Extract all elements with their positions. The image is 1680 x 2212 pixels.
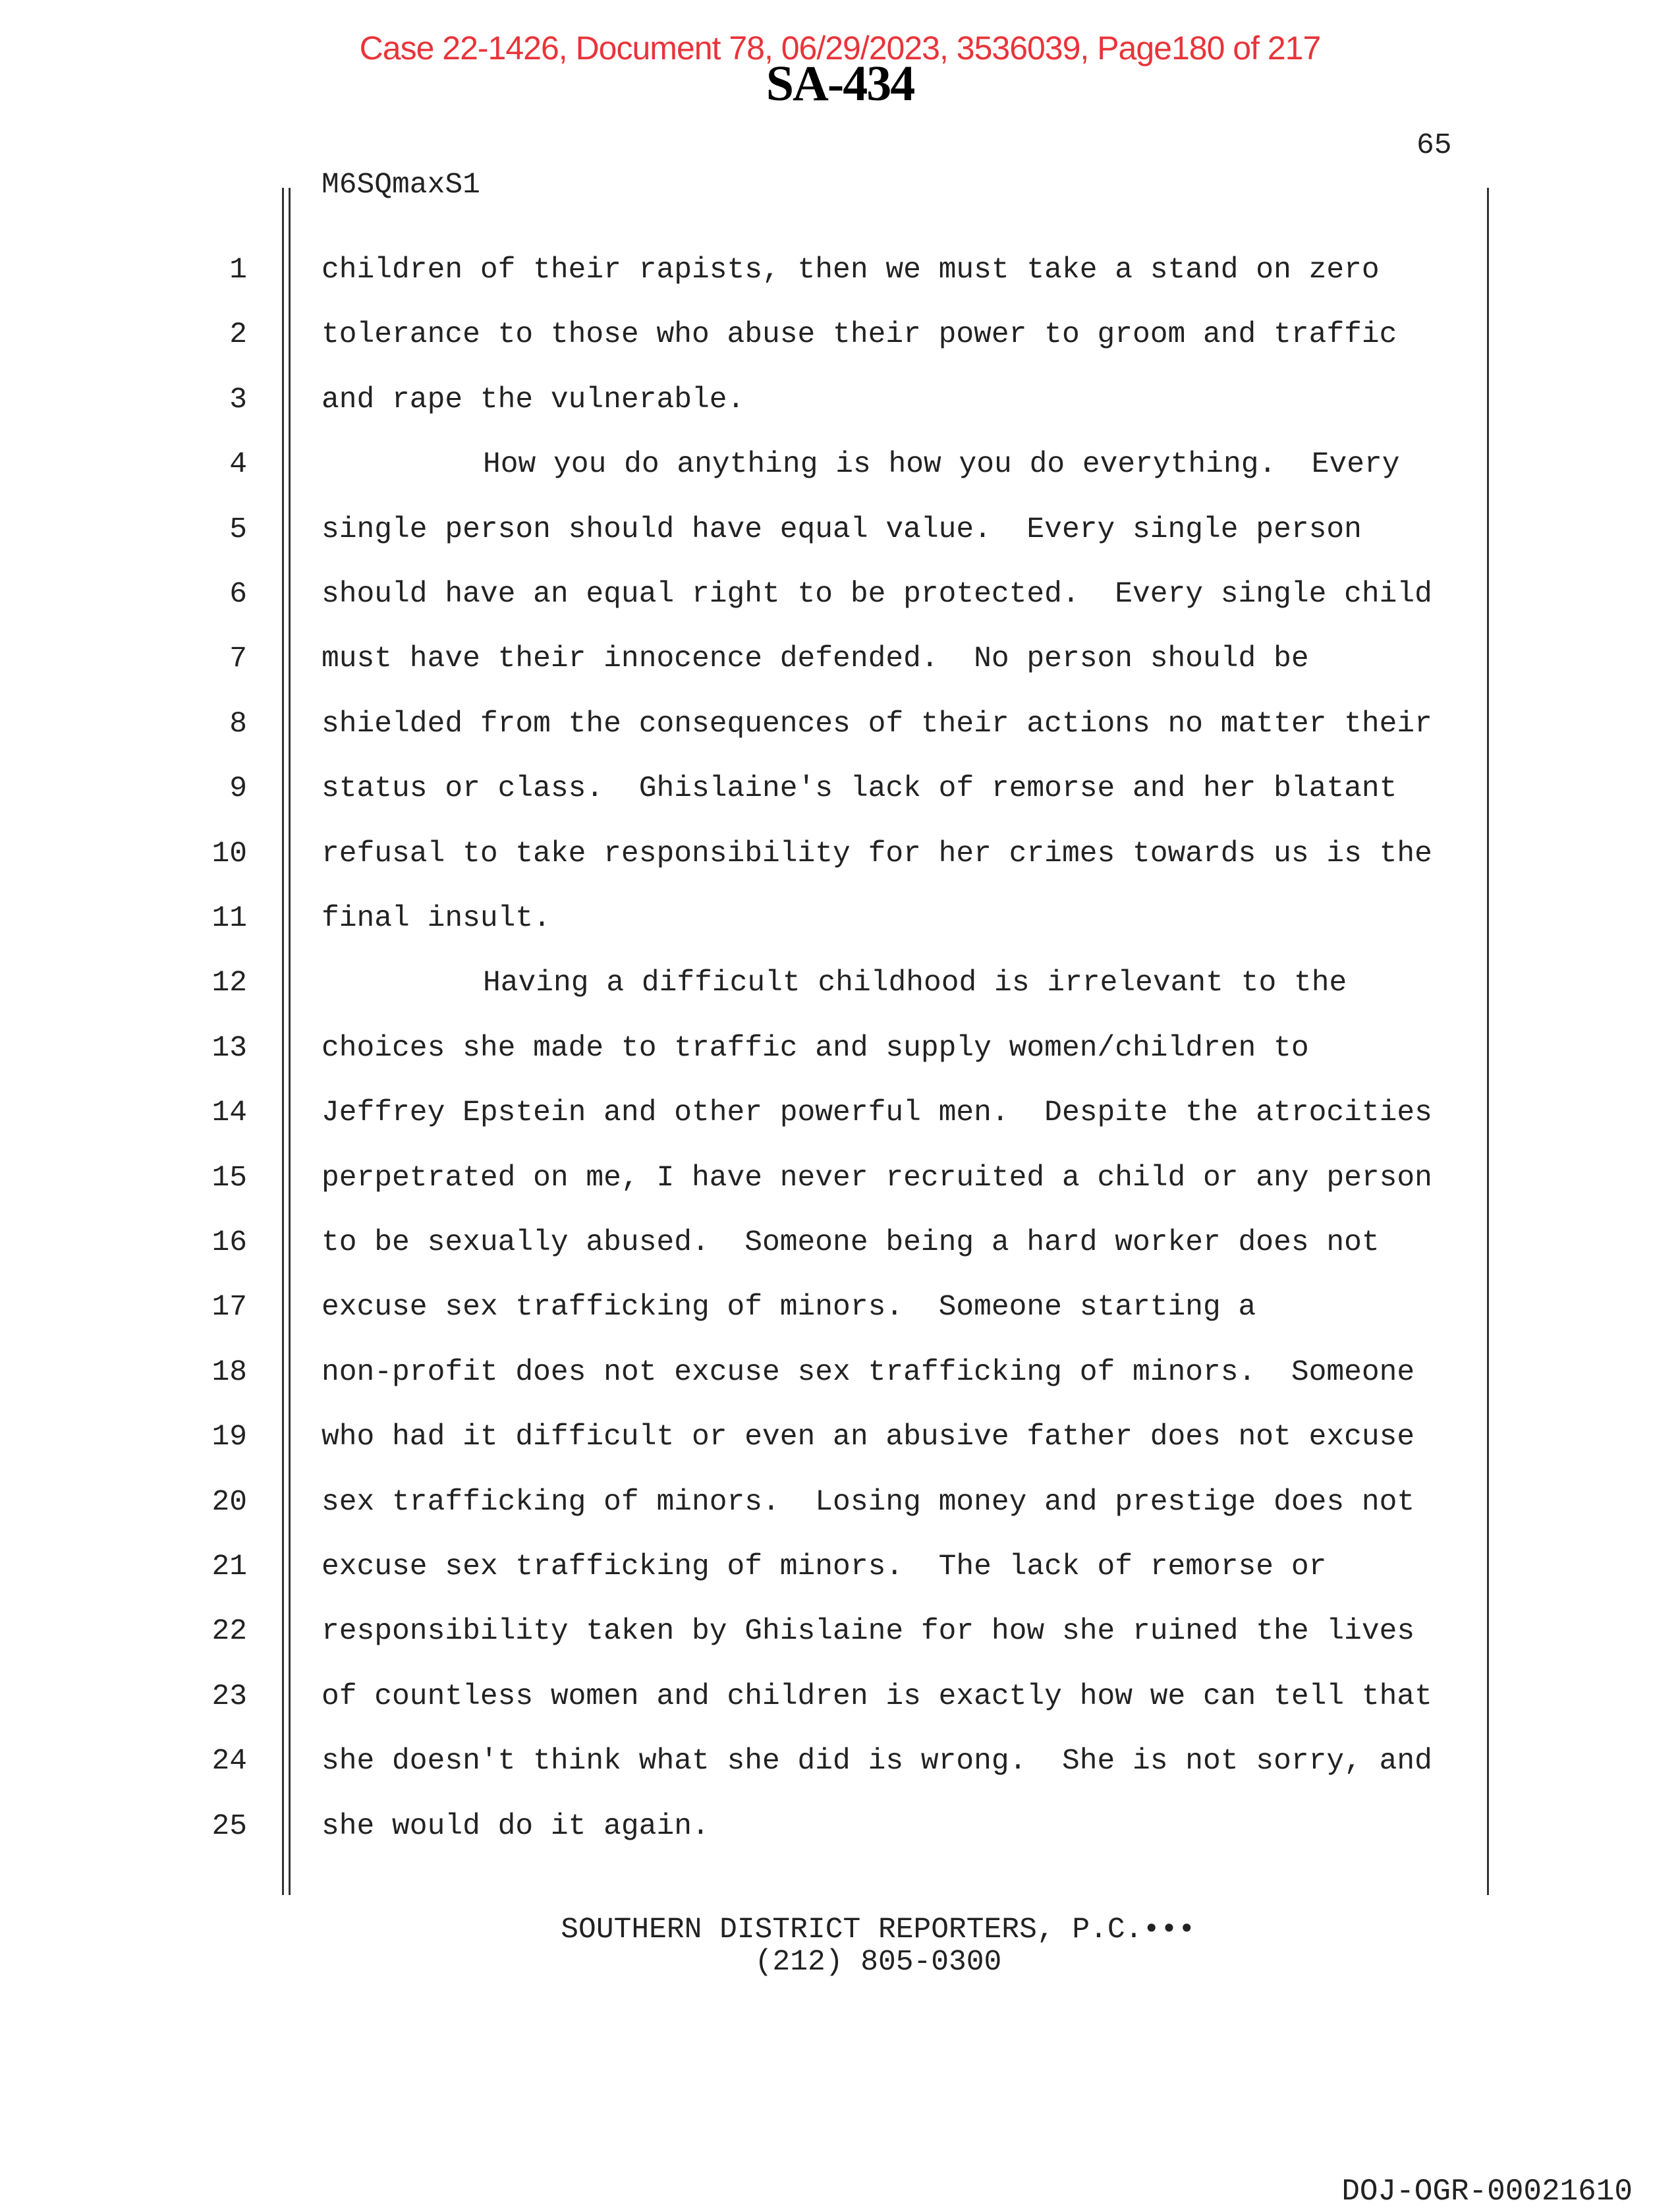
line-number: 11 xyxy=(211,902,247,935)
line-text: single person should have equal value. Every single person xyxy=(322,513,1362,546)
line-number: 21 xyxy=(211,1550,247,1583)
transcript-line xyxy=(0,254,1515,318)
transcript-line xyxy=(0,967,1515,1031)
transcript-line xyxy=(0,1615,1515,1680)
line-number: 23 xyxy=(211,1680,247,1713)
page-number: 65 xyxy=(1416,129,1452,162)
transcript-line xyxy=(0,1291,1515,1355)
line-number: 6 xyxy=(229,578,247,611)
transcript-line xyxy=(0,1096,1515,1161)
transcript-line xyxy=(0,1745,1515,1809)
line-text: status or class. Ghislaine's lack of remorse and her blatant xyxy=(322,772,1397,806)
transcript-line xyxy=(0,708,1515,772)
reporter-phone: (212) 805-0300 xyxy=(754,1946,1002,1979)
transcript-line xyxy=(0,772,1515,837)
line-text: excuse sex trafficking of minors. The lack of remorse or xyxy=(322,1550,1327,1583)
line-text: shielded from the consequences of their actions no matter their xyxy=(322,707,1432,741)
line-text: responsibility taken by Ghislaine for how she ruined the lives xyxy=(322,1615,1415,1649)
line-text: perpetrated on me, I have never recruited a child or any person xyxy=(322,1161,1432,1195)
bates-number: DOJ-OGR-00021610 xyxy=(1341,2174,1633,2209)
transcript-line xyxy=(0,318,1515,383)
sa-page-label: SA-434 xyxy=(766,56,914,111)
transcript-line xyxy=(0,1550,1515,1615)
line-number: 1 xyxy=(229,254,247,287)
line-number: 8 xyxy=(229,707,247,741)
transcript-line xyxy=(0,837,1515,902)
line-text: of countless women and children is exactly how we can tell that xyxy=(322,1680,1432,1713)
line-number: 2 xyxy=(229,318,247,352)
line-text: non-profit does not excuse sex trafficking of minors. Someone xyxy=(322,1355,1415,1389)
transcript-line xyxy=(0,1680,1515,1745)
line-number: 22 xyxy=(211,1615,247,1649)
line-text: final insult. xyxy=(322,902,551,935)
transcript-line xyxy=(0,1356,1515,1421)
transcript-line xyxy=(0,448,1515,513)
line-number: 13 xyxy=(211,1031,247,1065)
transcript-line xyxy=(0,383,1515,448)
reporter-name: SOUTHERN DISTRICT REPORTERS, P.C.••• xyxy=(561,1914,1196,1946)
line-text: she would do it again. xyxy=(322,1809,710,1843)
transcript-line xyxy=(0,642,1515,707)
line-number: 3 xyxy=(229,383,247,416)
transcript-line xyxy=(0,902,1515,967)
line-text: Jeffrey Epstein and other powerful men. Despite the atrocities xyxy=(322,1096,1432,1130)
transcript-line xyxy=(0,578,1515,642)
line-number: 25 xyxy=(211,1809,247,1843)
line-number: 16 xyxy=(211,1226,247,1259)
line-number: 24 xyxy=(211,1745,247,1778)
line-number: 12 xyxy=(211,967,247,1000)
line-number: 17 xyxy=(211,1291,247,1324)
line-number: 20 xyxy=(211,1485,247,1519)
line-text: she doesn't think what she did is wrong. She is not sorry, and xyxy=(322,1745,1432,1778)
line-text: How you do anything is how you do everything. Every xyxy=(483,448,1400,482)
line-text: and rape the vulnerable. xyxy=(322,383,745,416)
line-text: refusal to take responsibility for her crimes towards us is the xyxy=(322,837,1432,870)
line-text: sex trafficking of minors. Losing money and prestige does not xyxy=(322,1485,1415,1519)
line-number: 9 xyxy=(229,772,247,806)
transcript-line xyxy=(0,1421,1515,1485)
line-text: tolerance to those who abuse their power to groom and traffic xyxy=(322,318,1397,352)
line-text: who had it difficult or even an abusive father does not excuse xyxy=(322,1421,1415,1454)
line-text: to be sexually abused. Someone being a hard worker does not xyxy=(322,1226,1380,1259)
transcript-line xyxy=(0,1810,1515,1875)
line-number: 4 xyxy=(229,448,247,482)
line-text: Having a difficult childhood is irrelevant to the xyxy=(483,967,1347,1000)
transcript-line xyxy=(0,1162,1515,1226)
line-text: children of their rapists, then we must take a stand on zero xyxy=(322,254,1380,287)
line-text: must have their innocence defended. No person should be xyxy=(322,642,1309,676)
line-number: 5 xyxy=(229,513,247,546)
line-number: 14 xyxy=(211,1096,247,1130)
line-text: choices she made to traffic and supply women/children to xyxy=(322,1031,1309,1065)
transcript-line xyxy=(0,513,1515,578)
line-number: 19 xyxy=(211,1421,247,1454)
case-stamp-header: Case 22-1426, Document 78, 06/29/2023, 3536039, Page180 of 217 xyxy=(359,30,1321,67)
line-text: should have an equal right to be protected. Every single child xyxy=(322,578,1432,611)
transcript-line xyxy=(0,1226,1515,1291)
line-number: 15 xyxy=(211,1161,247,1195)
line-number: 18 xyxy=(211,1355,247,1389)
line-text: excuse sex trafficking of minors. Someone starting a xyxy=(322,1291,1256,1324)
transcript-line xyxy=(0,1486,1515,1550)
transcript-code: M6SQmaxS1 xyxy=(322,169,480,202)
line-number: 7 xyxy=(229,642,247,676)
transcript-line xyxy=(0,1032,1515,1096)
line-number: 10 xyxy=(211,837,247,870)
